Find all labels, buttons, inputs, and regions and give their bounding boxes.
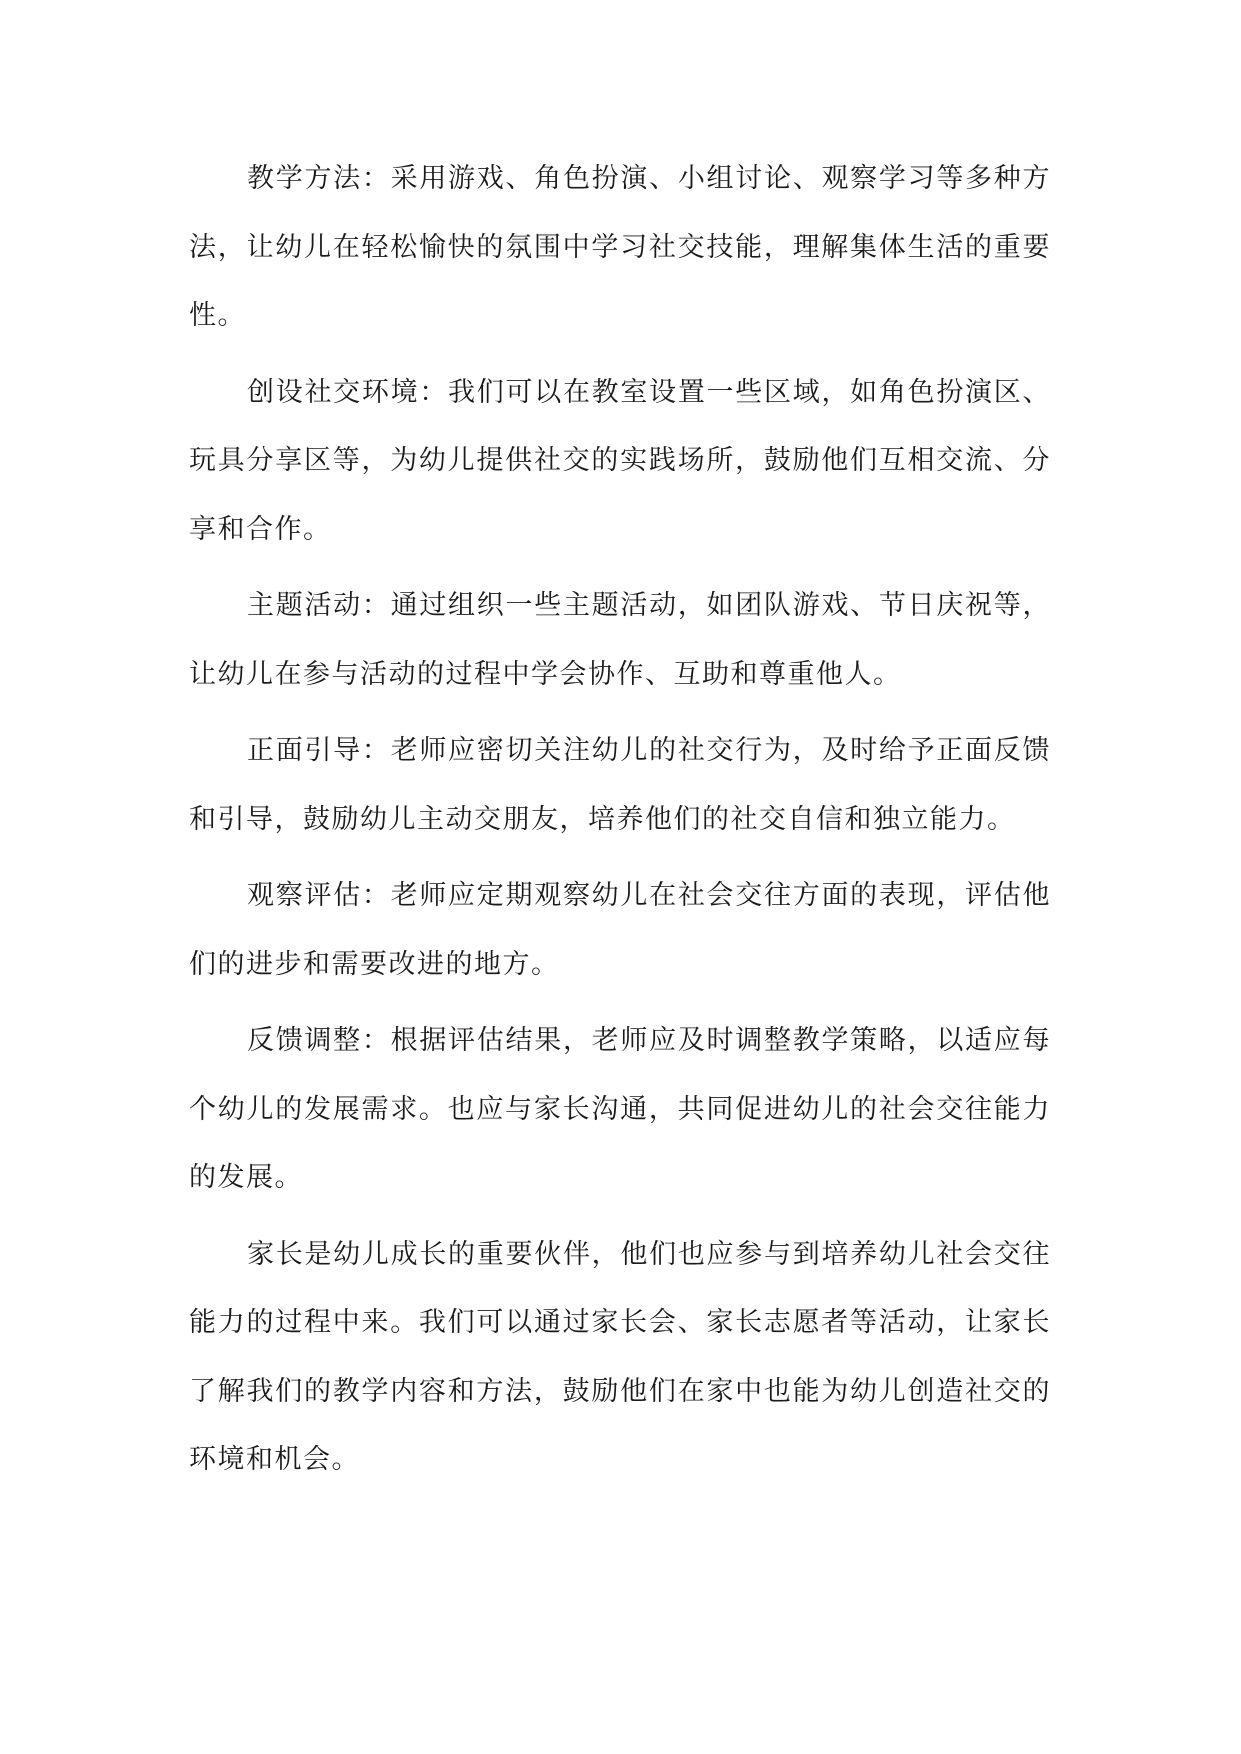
paragraph-feedback-adjustment: 反馈调整：根据评估结果，老师应及时调整教学策略，以适应每个幼儿的发展需求。也应与家长沟通，共同促进幼儿的社会交往能力的发展。	[189, 1025, 1051, 1193]
document-body	[189, 145, 1051, 1503]
paragraph-teaching-methods: 教学方法：采用游戏、角色扮演、小组讨论、观察学习等多种方法，让幼儿在轻松愉快的氛围中学习社交技能，理解集体生活的重要性。	[189, 163, 1051, 331]
paragraph-positive-guidance: 正面引导：老师应密切关注幼儿的社交行为，及时给予正面反馈和引导，鼓励幼儿主动交朋友，培养他们的社交自信和独立能力。	[189, 735, 1051, 835]
paragraph-theme-activities: 主题活动：通过组织一些主题活动，如团队游戏、节日庆祝等，让幼儿在参与活动的过程中学会协作、互助和尊重他人。	[189, 590, 1051, 690]
paragraph-parents-partnership: 家长是幼儿成长的重要伙伴，他们也应参与到培养幼儿社会交往能力的过程中来。我们可以通过家长会、家长志愿者等活动，让家长了解我们的教学内容和方法，鼓励他们在家中也能为幼儿创造社交的环境和机会。	[189, 1238, 1051, 1475]
paragraph-observation-assessment: 观察评估：老师应定期观察幼儿在社会交往方面的表现，评估他们的进步和需要改进的地方。	[189, 880, 1051, 980]
paragraph-social-environment: 创设社交环境：我们可以在教室设置一些区域，如角色扮演区、玩具分享区等，为幼儿提供社交的实践场所，鼓励他们互相交流、分享和合作。	[189, 376, 1051, 545]
